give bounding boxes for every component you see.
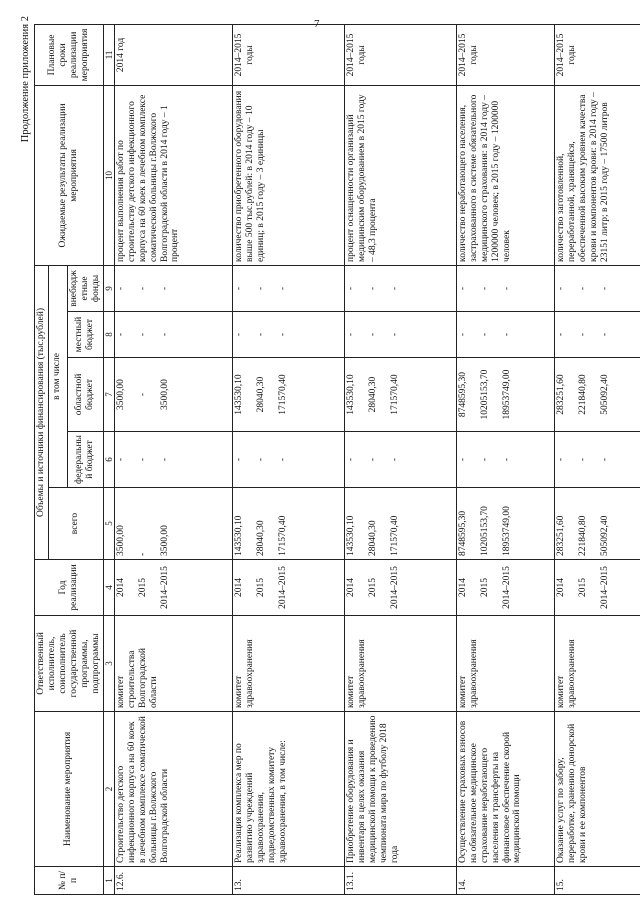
- header-total: всего: [48, 488, 103, 560]
- local-cell: - - -: [232, 312, 344, 358]
- federal-cell: - - -: [456, 432, 554, 488]
- measure-name: Приобретение оборудования и инвентаря в целях оказания медицинской помощи к проведению чемпионата мира по футболу 2018 года: [344, 712, 456, 867]
- row-number: 14.: [456, 867, 554, 895]
- local-cell: - - -: [114, 312, 232, 358]
- offbudget-cell: - - -: [344, 265, 456, 311]
- executor: комитет здравоохранения: [554, 616, 640, 712]
- table-row: [114, 24, 232, 894]
- regional-cell: 283251,60 221840,80 505092,40: [554, 358, 640, 432]
- header-offbudget: внебюджетные фонды: [67, 265, 103, 311]
- row-number: 12.6.: [114, 867, 232, 895]
- total-cell: 3500,00 - 3500,00: [114, 488, 232, 560]
- offbudget-cell: - - -: [114, 265, 232, 311]
- offbudget-cell: - - -: [554, 265, 640, 311]
- year-cell: 2014 2015 2014–2015: [344, 560, 456, 616]
- total-cell: 283251,60 221840,80 505092,40: [554, 488, 640, 560]
- planned-term: 2014 год: [114, 24, 232, 85]
- colnum: 9: [103, 265, 114, 311]
- regional-cell: 143530,10 28040,30 171570,40: [232, 358, 344, 432]
- total-cell: 143530,10 28040,30 171570,40: [344, 488, 456, 560]
- measure-name: Осуществление страховых взносов на обязательное медицинское страхование неработающего населения и трансферты на финансовое обеспечение скорой медицинской помощи: [456, 712, 554, 867]
- regional-cell: 3500,00 - 3500,00: [114, 358, 232, 432]
- planned-term: 2014–2015 годы: [344, 24, 456, 85]
- colnum: 1: [103, 867, 114, 895]
- colnum: 4: [103, 560, 114, 616]
- table-row: [456, 24, 554, 894]
- colnum: 6: [103, 432, 114, 488]
- colnum: 7: [103, 358, 114, 432]
- federal-cell: - - -: [554, 432, 640, 488]
- offbudget-cell: - - -: [232, 265, 344, 311]
- colnum: 3: [103, 616, 114, 712]
- executor: комитет здравоохранения: [232, 616, 344, 712]
- executor: комитет здравоохранения: [456, 616, 554, 712]
- regional-cell: 143530,10 28040,30 171570,40: [344, 358, 456, 432]
- header-results: Ожидаемые результаты реализации мероприятия: [35, 85, 104, 265]
- header-row-1: [35, 24, 49, 894]
- header-finance-group: Объемы и источники финансирования (тыс.рублей): [35, 265, 49, 559]
- measure-name: Реализация комплекса мер по развитию учреждений здравоохранения, подведомственных комитету здравоохранения, в том числе:: [232, 712, 344, 867]
- planned-term: 2014–2015 годы: [554, 24, 640, 85]
- header-year: Год реализации: [35, 560, 104, 616]
- local-cell: - - -: [554, 312, 640, 358]
- rotated-document-page: [20, 10, 620, 895]
- row-number: 13.: [232, 867, 344, 895]
- expected-result: количество неработающего населения, застрахованного в системе обязательного медицинского страхования: в 2014 году – 1200000 человек; в 2015 году – 1200000 человек: [456, 85, 554, 265]
- planned-term: 2014–2015 годы: [232, 24, 344, 85]
- total-cell: 8748595,30 10205153,70 18953749,00: [456, 488, 554, 560]
- colnum: 10: [103, 85, 114, 265]
- executor: комитет строительства Волгоградской области: [114, 616, 232, 712]
- planned-term: 2014–2015 годы: [456, 24, 554, 85]
- measure-name: Строительство детского инфекционного корпуса на 60 коек в лечебном комплексе соматической больницы г.Волжского Волгоградской области: [114, 712, 232, 867]
- year-cell: 2014 2015 2014–2015: [554, 560, 640, 616]
- header-including: в том числе: [48, 265, 67, 487]
- table-row: [232, 24, 344, 894]
- colnum: 2: [103, 712, 114, 867]
- expected-result: количество приобретенного оборудования выше 500 тыс.рублей: в 2014 году – 10 единиц; в 2015 году – 3 единицы: [232, 85, 344, 265]
- year-cell: 2014 2015 2014–2015: [232, 560, 344, 616]
- header-local: местный бюджет: [67, 312, 103, 358]
- colnum: 8: [103, 312, 114, 358]
- total-cell: 143530,10 28040,30 171570,40: [232, 488, 344, 560]
- federal-cell: - - -: [114, 432, 232, 488]
- regional-cell: 8748595,30 10205153,70 18953749,00: [456, 358, 554, 432]
- header-terms: Плановые сроки реализации мероприятия: [35, 24, 104, 85]
- measure-name: Оказание услуг по забору, переработке, хранению донорской крови и ее компонентов: [554, 712, 640, 867]
- appendix-heading: Продолжение приложения 2: [20, 16, 31, 143]
- table-row: [344, 24, 456, 894]
- row-number: 15.: [554, 867, 640, 895]
- year-cell: 2014 2015 2014–2015: [114, 560, 232, 616]
- expected-result: количество заготовленной, переработанной, хранящейся, обеспеченной высоким уровнем качества крови и компонентов крови: в 2014 году – 23151 литр; в 2015 году – 17500 литров: [554, 85, 640, 265]
- expected-result: процент оснащенности организаций медицинским оборудованием в 2015 году – 48,3 процента: [344, 85, 456, 265]
- header-num: № п/п: [35, 867, 104, 895]
- local-cell: - - -: [456, 312, 554, 358]
- header-name: Наименование мероприятия: [35, 712, 104, 867]
- header-regional: областной бюджет: [67, 358, 103, 432]
- header-executor: Ответственный исполнитель, соисполнитель государственной программы, подпрограммы: [35, 616, 104, 712]
- year-cell: 2014 2015 2014–2015: [456, 560, 554, 616]
- table-row: [554, 24, 640, 894]
- page-number: 7: [314, 18, 320, 30]
- column-number-row: [103, 24, 114, 894]
- colnum: 5: [103, 488, 114, 560]
- offbudget-cell: - - -: [456, 265, 554, 311]
- header-federal: федеральный бюджет: [67, 432, 103, 488]
- colnum: 11: [103, 24, 114, 85]
- executor: комитет здравоохранения: [344, 616, 456, 712]
- program-measures-table: [34, 24, 640, 895]
- federal-cell: - - -: [232, 432, 344, 488]
- local-cell: - - -: [344, 312, 456, 358]
- row-number: 13.1.: [344, 867, 456, 895]
- expected-result: процент выполнения работ по строительству детского инфекционного корпуса на 60 коек в лечебном комплексе соматической больницы г.Волжского Волгоградской области в 2014 году – 1 процент: [114, 85, 232, 265]
- federal-cell: - - -: [344, 432, 456, 488]
